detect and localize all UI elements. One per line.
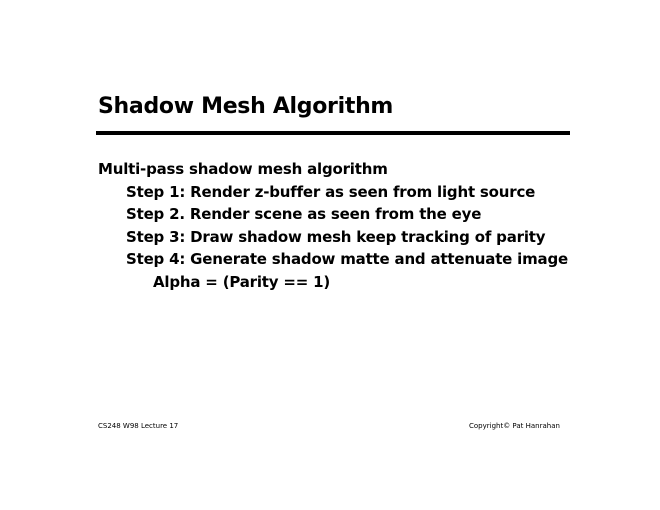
body-heading: Multi-pass shadow mesh algorithm [98,160,388,178]
step-4: Step 4: Generate shadow matte and attenuate image [126,250,568,268]
slide-title: Shadow Mesh Algorithm [98,94,394,119]
title-rule [96,131,570,135]
slide-body [98,158,568,293]
step-2: Step 2. Render scene as seen from the eye [126,205,482,223]
footer-copyright: Copyright© Pat Hanrahan [469,422,560,430]
step-3: Step 3: Draw shadow mesh keep tracking of parity [126,227,546,246]
footer-course: CS248 W98 Lecture 17 [98,422,179,430]
alpha-formula: Alpha = (Parity == 1) [153,272,331,291]
step-1: Step 1: Render z-buffer as seen from light source [126,182,536,201]
